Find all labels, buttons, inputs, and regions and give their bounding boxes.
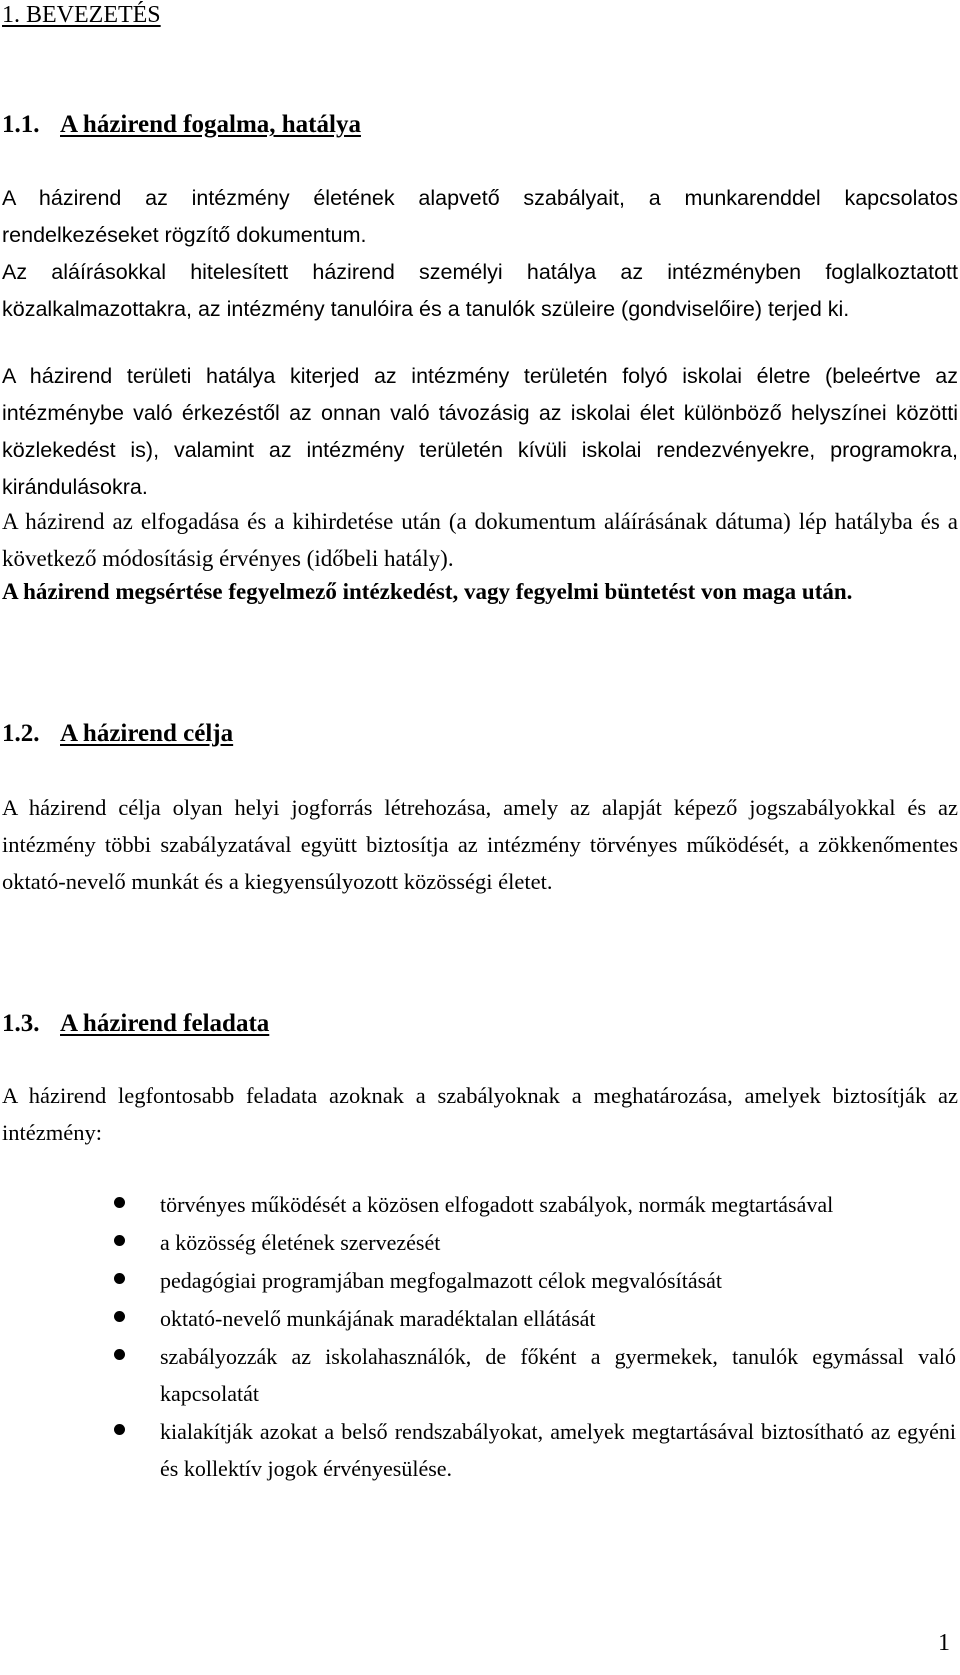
section-heading-1-2 [2,717,233,751]
paragraph-purpose: A házirend célja olyan helyi jogforrás létrehozása, amely az alapját képező jogszabályokkal és az intézmény többi szabályzatával együtt biztosítja az intézmény törvényes működését, a zökkenőmentes oktató-nevelő munkát és a kiegyensúlyozott közösségi életet. [2,795,958,894]
section-number: 1.3. [2,1010,40,1037]
bullet-icon [114,1273,125,1284]
paragraph-task-intro: A házirend legfontosabb feladata azoknak a szabályoknak a meghatározása, amelyek biztosítják az intézmény: [2,1083,958,1145]
list-item-text: kialakítják azokat a belső rendszabályokat, amelyek megtartásával biztosítható az egyéni és kollektív jogok érvényesülése. [160,1419,956,1481]
paragraph-temporal-scope: A házirend az elfogadása és a kihirdetése után (a dokumentum aláírásának dátuma) lép hatályba és a következő módosításig érvényes (időbeli hatály). [2,509,958,571]
section-number: 1.2. [2,720,40,747]
main-heading: 1. BEVEZETÉS [2,2,161,28]
section-title: A házirend fogalma, hatálya [60,111,361,138]
list-item-text: oktató-nevelő munkájának maradéktalan ellátását [160,1306,596,1331]
list-item [0,1300,956,1337]
list-item-text: szabályozzák az iskolahasználók, de főként a gyermekek, tanulók egymással való kapcsolatát [160,1344,956,1406]
section-title: A házirend feladata [60,1010,270,1037]
paragraph-personal-scope: Az aláírásokkal hitelesített házirend személyi hatálya az intézményben foglalkoztatott közalkalmazottakra, az intézmény tanulóira és a tanulók szüleire (gondviselőire) terjed ki. [2,260,958,321]
bullet-icon [114,1235,125,1246]
list-item-text: törvényes működését a közösen elfogadott szabályok, normák megtartásával [160,1192,834,1217]
list-item [0,1262,956,1299]
list-item [0,1413,956,1487]
bullet-icon [114,1311,125,1322]
section-title: A házirend célja [60,720,234,747]
page-number: 1 [938,1630,950,1656]
list-item [0,1338,956,1412]
paragraph-scope-definition: A házirend az intézmény életének alapvető szabályait, a munkarenddel kapcsolatos rendelkezéseket rögzítő dokumentum. [2,186,958,247]
section-number: 1.1. [2,111,40,138]
bullet-icon [114,1349,125,1360]
section-heading-1-3 [2,1007,269,1041]
section-heading-1-1 [2,108,361,142]
bullet-icon [114,1197,125,1208]
bullet-icon [114,1424,125,1435]
list-item-text: pedagógiai programjában megfogalmazott célok megvalósítását [160,1268,723,1293]
paragraph-territorial-scope: A házirend területi hatálya kiterjed az intézmény területén folyó iskolai életre (beleértve az intézménybe való érkezéstől az onnan való távozásig az iskolai élet különböző helyszínei közötti közlekedést is), valamint az intézmény területén kívüli iskolai rendezvényekre, programokra, kirándulásokra. [2,364,958,499]
list-item [0,1224,956,1261]
list-item-text: a közösség életének szervezését [160,1230,441,1255]
paragraph-violation-warning: A házirend megsértése fegyelmező intézkedést, vagy fegyelmi büntetést von maga után. [2,579,853,604]
list-item [0,1186,956,1223]
task-bullet-list [0,1186,960,1488]
